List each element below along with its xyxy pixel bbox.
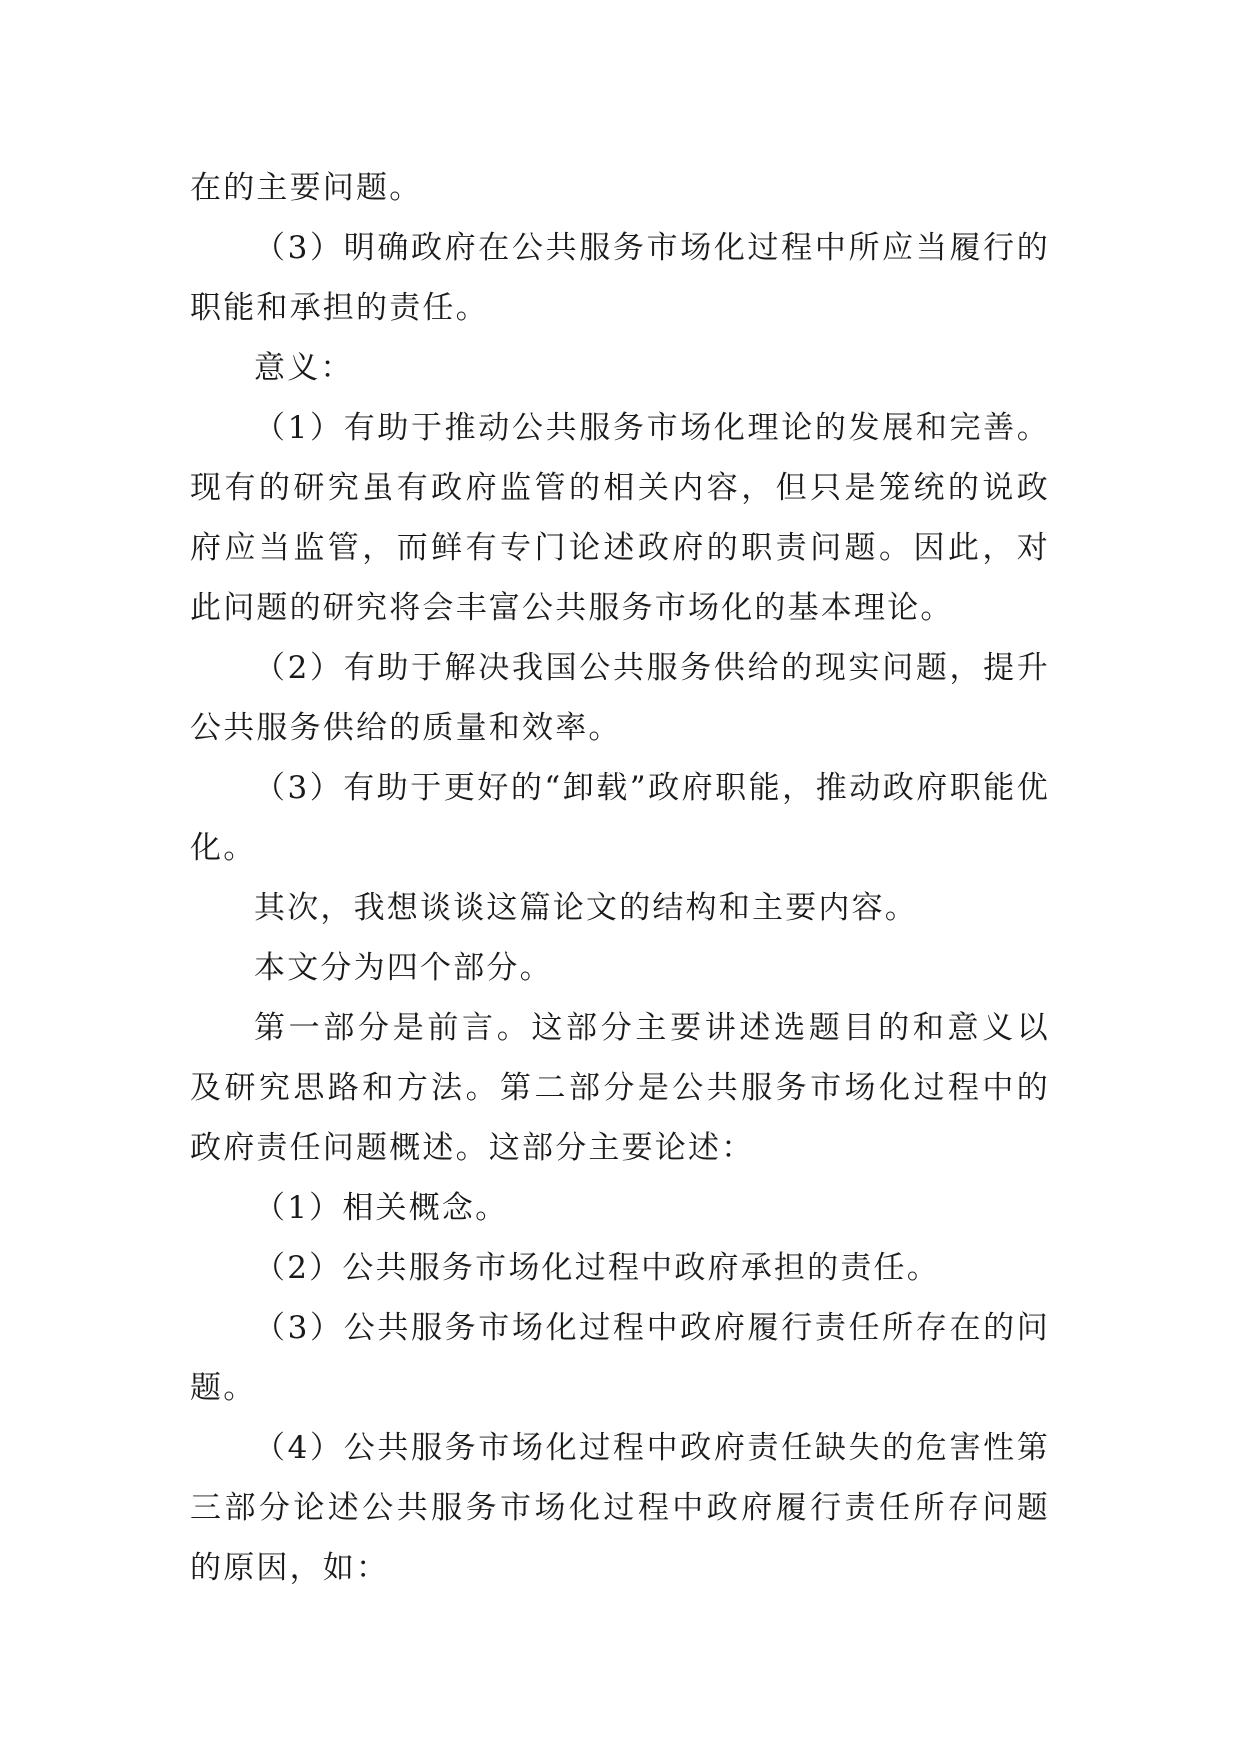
paragraph: （3）明确政府在公共服务市场化过程中所应当履行的职能和承担的责任。 [190, 230, 1050, 326]
paragraph: （4）公共服务市场化过程中政府责任缺失的危害性第三部分论述公共服务市场化过程中政府履行责任所存问题的原因，如： [190, 1430, 1050, 1586]
paragraph: （1）有助于推动公共服务市场化理论的发展和完善。现有的研究虽有政府监管的相关内容，但只是笼统的说政府应当监管，而鲜有专门论述政府的职责问题。因此，对此问题的研究将会丰富公共服务市场化的基本理论。 [190, 410, 1050, 626]
paragraph: （3）有助于更好的“卸载”政府职能，推动政府职能优化。 [190, 770, 1050, 866]
paragraph: 其次，我想谈谈这篇论文的结构和主要内容。 [254, 890, 918, 926]
paragraph: （1）相关概念。 [254, 1190, 509, 1226]
paragraph: 第一部分是前言。这部分主要讲述选题目的和意义以及研究思路和方法。第二部分是公共服务市场化过程中的政府责任问题概述。这部分主要论述： [190, 1010, 1050, 1166]
document-body [190, 158, 1050, 1598]
paragraph: （3）公共服务市场化过程中政府履行责任所存在的问题。 [190, 1310, 1050, 1406]
paragraph: 本文分为四个部分。 [254, 950, 553, 986]
paragraph: 在的主要问题。 [190, 170, 423, 206]
paragraph: 意义： [254, 350, 354, 386]
paragraph: （2）公共服务市场化过程中政府承担的责任。 [254, 1250, 940, 1286]
paragraph: （2）有助于解决我国公共服务供给的现实问题，提升公共服务供给的质量和效率。 [190, 650, 1050, 746]
